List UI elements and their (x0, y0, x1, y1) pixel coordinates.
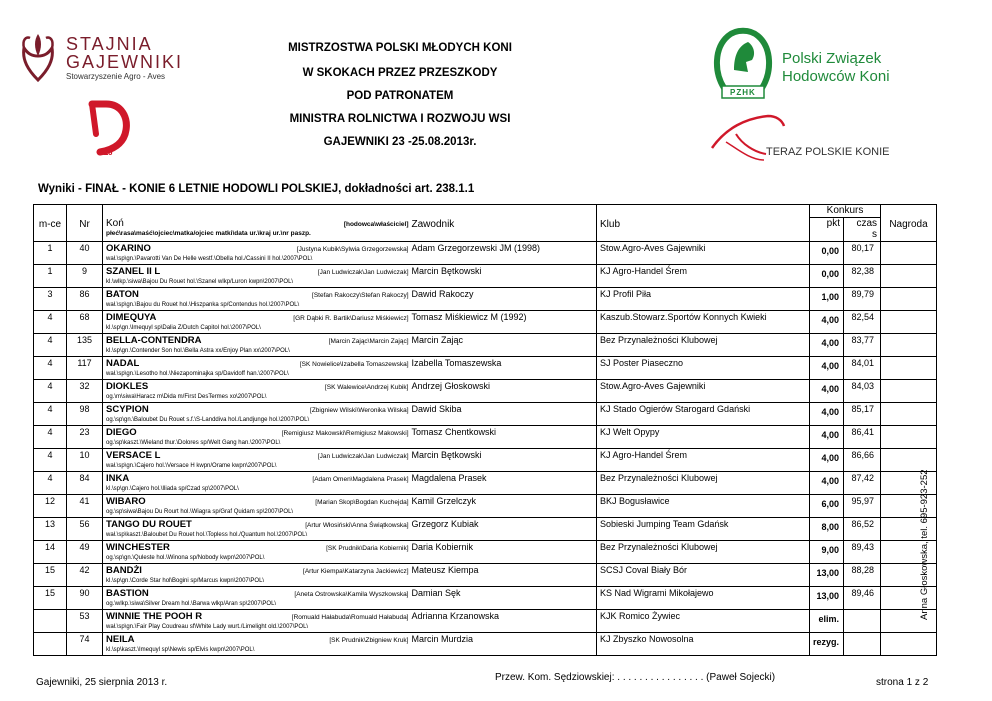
row-owner: [Marcin Zając\Marcin Zając] (328, 337, 409, 345)
row-desc: og.\sp\gn.\Baloubet Du Rouet s.f.\S-Landdiva hol./Landjunge hol.\2007\POL\ (106, 416, 310, 423)
row-nr: 74 (67, 632, 103, 655)
row-pkt: 4,00 (810, 333, 844, 356)
row-rider: Kamil Grzelczyk (411, 495, 477, 506)
row-czas: 85,17 (844, 402, 881, 425)
row-place: 4 (34, 448, 67, 471)
row-desc: og.\m\siwa\Haracz m\Dida m/First DesTermes xo\2007\POL\ (106, 393, 267, 400)
row-horse: BANDŻI (106, 564, 142, 576)
row-nagroda (881, 287, 937, 310)
row-owner: [SK Walewice\Andrzej Kubik] (324, 383, 409, 391)
table-row (34, 356, 937, 379)
row-club: KJ Agro-Handel Śrem (600, 265, 688, 276)
row-club: KJ Welt Opypy (600, 426, 660, 437)
col-rider: Zawodnik (409, 217, 597, 241)
row-pkt: 4,00 (810, 471, 844, 494)
row-nr: 32 (67, 379, 103, 402)
row-pkt: 4,00 (810, 356, 844, 379)
row-czas: 89,46 (844, 586, 881, 609)
row-czas: 95,97 (844, 494, 881, 517)
row-owner: [Remigiusz Makowski\Remigiusz Makowski] (281, 429, 409, 437)
row-czas: 88,28 (844, 563, 881, 586)
row-place: 1 (34, 264, 67, 287)
row-nagroda (881, 402, 937, 425)
row-pkt: 13,00 (810, 563, 844, 586)
pzhk-badge: PZHK (730, 88, 756, 97)
row-czas: 87,42 (844, 471, 881, 494)
row-czas: 84,03 (844, 379, 881, 402)
side-note: Anna Głoskowska, tel. 695-923-252 (919, 469, 930, 620)
row-place: 4 (34, 402, 67, 425)
pzhk-line1: Polski Związek (782, 50, 882, 67)
footer-page: strona 1 z 2 (876, 677, 929, 688)
row-owner: [GR Dąbki R. Bartik\Dariusz Miśkiewicz] (293, 314, 409, 322)
table-row (34, 586, 937, 609)
row-club: KJ Agro-Handel Śrem (600, 449, 688, 460)
row-place (34, 632, 67, 655)
row-place: 4 (34, 310, 67, 333)
row-rider: Tomasz Chentkowski (411, 426, 497, 437)
row-nagroda (881, 632, 937, 655)
table-row (34, 540, 937, 563)
row-horse: VERSACE L (106, 449, 161, 461)
tulip-emblem-icon (18, 30, 58, 82)
row-horse: SZANEL II L (106, 265, 161, 277)
row-czas: 80,17 (844, 241, 881, 264)
row-nr: 135 (67, 333, 103, 356)
row-owner: [Jan Ludwiczak\Jan Ludwiczak] (317, 268, 409, 276)
row-desc: og.\sp\gn.\Quleste hol.\Winona sp/Nobody kwpn\2007\POL\ (106, 554, 265, 561)
row-czas: 89,43 (844, 540, 881, 563)
row-czas: 82,54 (844, 310, 881, 333)
row-rider: Dawid Skiba (411, 403, 462, 414)
row-nr: 68 (67, 310, 103, 333)
pzhk-logo (712, 26, 912, 106)
row-owner: [Zbigniew Wilski\Weronika Wilska] (310, 406, 409, 414)
row-owner: [SK Nowielice\Izabella Tomaszewska] (299, 360, 409, 368)
row-horse: WINCHESTER (106, 541, 170, 553)
row-pkt: 4,00 (810, 425, 844, 448)
row-nagroda (881, 379, 937, 402)
row-pkt: 4,00 (810, 448, 844, 471)
row-owner: [Jan Ludwiczak\Jan Ludwiczak] (317, 452, 409, 460)
table-row (34, 379, 937, 402)
col-club: Klub (597, 217, 810, 241)
footer-place-date: Gajewniki, 25 sierpnia 2013 r. (36, 677, 168, 688)
row-desc: kl.\sp\gn.\Imequyl sp\Dalia Z/Dutch Capitol hol.\2007\POL\ (106, 324, 261, 331)
table-row (34, 609, 937, 632)
col-czas: czas (856, 217, 877, 229)
row-nagroda (881, 356, 937, 379)
row-place: 15 (34, 563, 67, 586)
row-nagroda (881, 333, 937, 356)
row-club: Stow.Agro-Aves Gajewniki (600, 380, 706, 391)
row-pkt: 0,00 (810, 241, 844, 264)
row-horse: NEILA (106, 633, 135, 645)
row-pkt: 4,00 (810, 402, 844, 425)
row-nr: 23 (67, 425, 103, 448)
row-rider: Adam Grzegorzewski JM (1998) (411, 242, 541, 253)
row-nr: 90 (67, 586, 103, 609)
row-place (34, 609, 67, 632)
row-club: KJ Profil Piła (600, 288, 652, 299)
row-pkt: 8,00 (810, 517, 844, 540)
row-horse: BATON (106, 288, 139, 300)
row-place: 1 (34, 241, 67, 264)
row-rider: Marcin Murdzia (411, 633, 474, 644)
row-horse: DIOKLES (106, 380, 149, 392)
pzj-label: PZJ (98, 148, 113, 157)
row-place: 4 (34, 425, 67, 448)
row-nr: 53 (67, 609, 103, 632)
table-row (34, 563, 937, 586)
table-row (34, 517, 937, 540)
row-czas: 86,41 (844, 425, 881, 448)
row-desc: wał.\sp\gn.\Bajou du Rouet hol.\Hiszpanka sp/Contendus hol.\2007\POL\ (106, 301, 300, 308)
row-nr: 9 (67, 264, 103, 287)
row-rider: Izabella Tomaszewska (411, 357, 502, 368)
header-line-5: GAJEWNIKI 23 -25.08.2013r. (323, 136, 477, 148)
row-owner: [Stefan Rakoczy\Stefan Rakoczy] (312, 291, 409, 299)
row-pkt: 6,00 (810, 494, 844, 517)
row-horse: NADAL (106, 357, 140, 369)
table-row (34, 287, 937, 310)
col-czas-unit: s (872, 228, 877, 240)
row-nagroda (881, 448, 937, 471)
row-desc: kl.\sp\gn.\Cajero hol.\Iliada sp/Czad sp\2007\POL\ (106, 485, 239, 492)
row-rider: Tomasz Miśkiewicz M (1992) (411, 311, 527, 322)
row-club: Kaszub.Stowarz.Sportów Konnych Kwieki (600, 311, 767, 322)
row-horse: OKARINO (106, 242, 151, 254)
row-club: Bez Przynależności Klubowej (600, 472, 718, 483)
row-pkt: 4,00 (810, 310, 844, 333)
row-nr: 56 (67, 517, 103, 540)
row-nr: 10 (67, 448, 103, 471)
row-club: SCSJ Coval Biały Bór (600, 564, 688, 575)
row-place: 13 (34, 517, 67, 540)
row-rider: Marcin Bętkowski (411, 449, 482, 460)
row-rider: Andrzej Głoskowski (411, 380, 491, 391)
row-horse: TANGO DU ROUET (106, 518, 192, 530)
row-desc: kl.\sp\gn.\Contender Son hol.\Bella Astra xx/Enjoy Plan xx\2007\POL\ (106, 347, 290, 354)
row-rider: Magdalena Prasek (411, 472, 487, 483)
row-nagroda (881, 425, 937, 448)
table-row (34, 471, 937, 494)
header-line-2: W SKOKACH PRZEZ PRZESZKODY (302, 67, 498, 79)
row-desc: og.\sp\siwa\Bajou Du Rourt hol.\Wiagra sp/Graf Quidam sp\2007\POL\ (106, 508, 294, 515)
row-nr: 41 (67, 494, 103, 517)
row-nr: 86 (67, 287, 103, 310)
row-nagroda (881, 310, 937, 333)
row-rider: Mateusz Kiempa (411, 564, 479, 575)
logo-name-line2: GAJEWNIKI (66, 52, 184, 72)
row-desc: kl.\sp\kaszt.\Imequyl sp\Newis sp/Elvis kwpn\2007\POL\ (106, 646, 255, 653)
row-czas (844, 609, 881, 632)
row-club: Bez Przynależności Klubowej (600, 541, 718, 552)
row-owner: [Marian Skop\Bogdan Kuchejda] (315, 498, 409, 506)
row-owner: [Artur Kiempa\Katarzyna Jackiewicz] (303, 567, 409, 575)
row-horse: DIEGO (106, 426, 137, 438)
row-desc: kl.\sp\gn.\Corde Star hol\Bogini sp/Marcus kwpn\2007\POL\ (106, 577, 265, 584)
table-row (34, 402, 937, 425)
row-nr: 84 (67, 471, 103, 494)
row-pkt: 9,00 (810, 540, 844, 563)
row-club: KS Nad Wigrami Mikołajewo (600, 587, 714, 598)
row-place: 12 (34, 494, 67, 517)
row-owner: [Artur Włosiński\Anna Świątkowska] (305, 521, 409, 529)
row-czas: 83,77 (844, 333, 881, 356)
row-czas (844, 632, 881, 655)
row-rider: Adrianna Krzanowska (411, 610, 500, 621)
table-row (34, 632, 937, 655)
row-place: 4 (34, 333, 67, 356)
row-owner: [Justyna Kubik\Sylwia Grzegorzewska] (296, 245, 409, 253)
table-row (34, 310, 937, 333)
row-czas: 82,38 (844, 264, 881, 287)
row-pkt: 1,00 (810, 287, 844, 310)
stajnia-gajewniki-logo (18, 30, 208, 86)
row-place: 15 (34, 586, 67, 609)
row-horse: BASTION (106, 587, 149, 599)
col-owner-hint: [hodowca\właściciel] (343, 221, 409, 228)
row-owner: [Aneta Ostrowska\Kamila Wyszkowska] (294, 590, 409, 598)
logo-name-line1: STAJNIA (66, 34, 153, 54)
row-desc: wał.\sp\gn.\Cajero hol.\Versace H kwpn/Orame kwpn\2007\POL\ (106, 462, 277, 469)
row-club: Bez Przynależności Klubowej (600, 334, 718, 345)
row-pkt: elim. (810, 609, 844, 632)
row-club: BKJ Bogusławice (600, 495, 670, 506)
row-desc: wał.\sp\gn.\Lesotho hol.\Niezapominajka sp/Davidoff han.\2007\POL\ (106, 370, 289, 377)
header-line-4: MINISTRA ROLNICTWA I ROZWOJU WSI (289, 113, 511, 125)
footer-judge: Przew. Kom. Sędziowskiej: . . . . . . . . . . . . . . . . (Paweł Sojecki) (495, 672, 776, 683)
row-nr: 98 (67, 402, 103, 425)
row-horse: DIMEQUYA (106, 311, 157, 323)
row-rider: Grzegorz Kubiak (411, 518, 479, 529)
pzj-logo (86, 100, 136, 164)
row-club: KJK Romico Żywiec (600, 610, 681, 621)
row-desc: kl.\wlkp.\siwa\Bajou Du Rouet hol.\Szanel wlkp/Luron kwpn\2007\POL\ (106, 278, 294, 285)
results-title: Wyniki - FINAŁ - KONIE 6 LETNIE HODOWLI POLSKIEJ, dokładności art. 238.1.1 (38, 183, 475, 195)
row-horse: BELLA-CONTENDRA (106, 334, 202, 346)
row-rider: Dawid Rakoczy (411, 288, 474, 299)
row-desc: wał.\sp\kaszt.\Baloubet Du Rouet hol.\Topless hol./Quantum hol.\2007\POL\ (106, 531, 308, 538)
row-club: Sobieski Jumping Team Gdańsk (600, 518, 729, 529)
row-rider: Marcin Bętkowski (411, 265, 482, 276)
row-rider: Daria Kobiernik (411, 541, 474, 552)
table-row (34, 448, 937, 471)
row-pkt: 4,00 (810, 379, 844, 402)
col-desc-hint: płeć\rasa\maść\ojciec\matka/ojciec matki\data ur.\kraj ur.\nr paszp. (106, 230, 311, 237)
col-nagroda: Nagroda (881, 217, 937, 241)
row-czas: 84,01 (844, 356, 881, 379)
row-place: 3 (34, 287, 67, 310)
row-rider: Damian Sęk (411, 587, 461, 598)
logo-subtitle: Stowarzyszenie Agro - Aves (66, 72, 166, 81)
table-row (34, 333, 937, 356)
row-horse: WIBARO (106, 495, 146, 507)
row-desc: og.\sp\kaszt.\Wieland thur.\Dolores sp/Welt Gang han.\2007\POL\ (106, 439, 281, 446)
row-pkt: 0,00 (810, 264, 844, 287)
row-club: Stow.Agro-Aves Gajewniki (600, 242, 706, 253)
row-nr: 42 (67, 563, 103, 586)
row-nr: 117 (67, 356, 103, 379)
row-club: KJ Stado Ogierów Starogard Gdański (600, 403, 751, 414)
col-place: m-ce (34, 217, 67, 241)
row-place: 4 (34, 471, 67, 494)
row-club: SJ Poster Piaseczno (600, 357, 684, 368)
row-club: KJ Zbyszko Nowosolna (600, 633, 694, 644)
header-line-3: POD PATRONATEM (346, 90, 454, 102)
row-nagroda (881, 264, 937, 287)
col-nr: Nr (67, 217, 103, 241)
row-desc: wał.\sp\gn.\Fair Play Coudreau sf\White Lady wurt./Limelight old.\2007\POL\ (106, 623, 309, 630)
row-czas: 86,66 (844, 448, 881, 471)
konkurs-header: Konkurs (810, 205, 881, 218)
row-nagroda (881, 241, 937, 264)
results-table (33, 204, 937, 656)
row-rider: Marcin Zając (411, 334, 464, 345)
table-row (34, 425, 937, 448)
row-desc: og.\wlkp.\siwa\Silver Dream hol.\Barwa wlkp/Aran sp\2007\POL\ (106, 600, 277, 607)
col-horse: Koń (106, 218, 124, 229)
row-owner: [Romuald Hałabuda\Romuald Hałabuda] (291, 613, 409, 621)
table-row (34, 494, 937, 517)
row-nr: 40 (67, 241, 103, 264)
teraz-polskie-konie-logo (706, 108, 906, 168)
header-line-1: MISTRZOSTWA POLSKI MŁODYCH KONI (288, 42, 512, 54)
pzhk-line2: Hodowców Koni (782, 68, 890, 85)
table-row (34, 264, 937, 287)
row-czas: 86,52 (844, 517, 881, 540)
row-desc: wał.\sp\gn.\Pavarotti Van De Helle westf.\Obella hol./Cassini II hol.\2007\POL\ (106, 255, 313, 262)
row-owner: [Adam Omen\Magdalena Prasek] (312, 475, 409, 483)
row-place: 4 (34, 379, 67, 402)
row-pkt: rezyg. (810, 632, 844, 655)
row-place: 4 (34, 356, 67, 379)
table-row (34, 241, 937, 264)
row-nr: 49 (67, 540, 103, 563)
row-czas: 89,79 (844, 287, 881, 310)
row-owner: [SK Prudnik\Zbigniew Kruk] (329, 636, 409, 644)
row-pkt: 13,00 (810, 586, 844, 609)
row-horse: WINNIE THE POOH R (106, 610, 203, 622)
row-place: 14 (34, 540, 67, 563)
row-horse: INKA (106, 472, 130, 484)
row-owner: [SK Prudnik\Daria Kobiernik] (326, 544, 409, 552)
col-pkt: pkt (810, 217, 844, 241)
slogan: TERAZ POLSKIE KONIE (766, 146, 890, 158)
row-horse: SCYPION (106, 403, 149, 415)
